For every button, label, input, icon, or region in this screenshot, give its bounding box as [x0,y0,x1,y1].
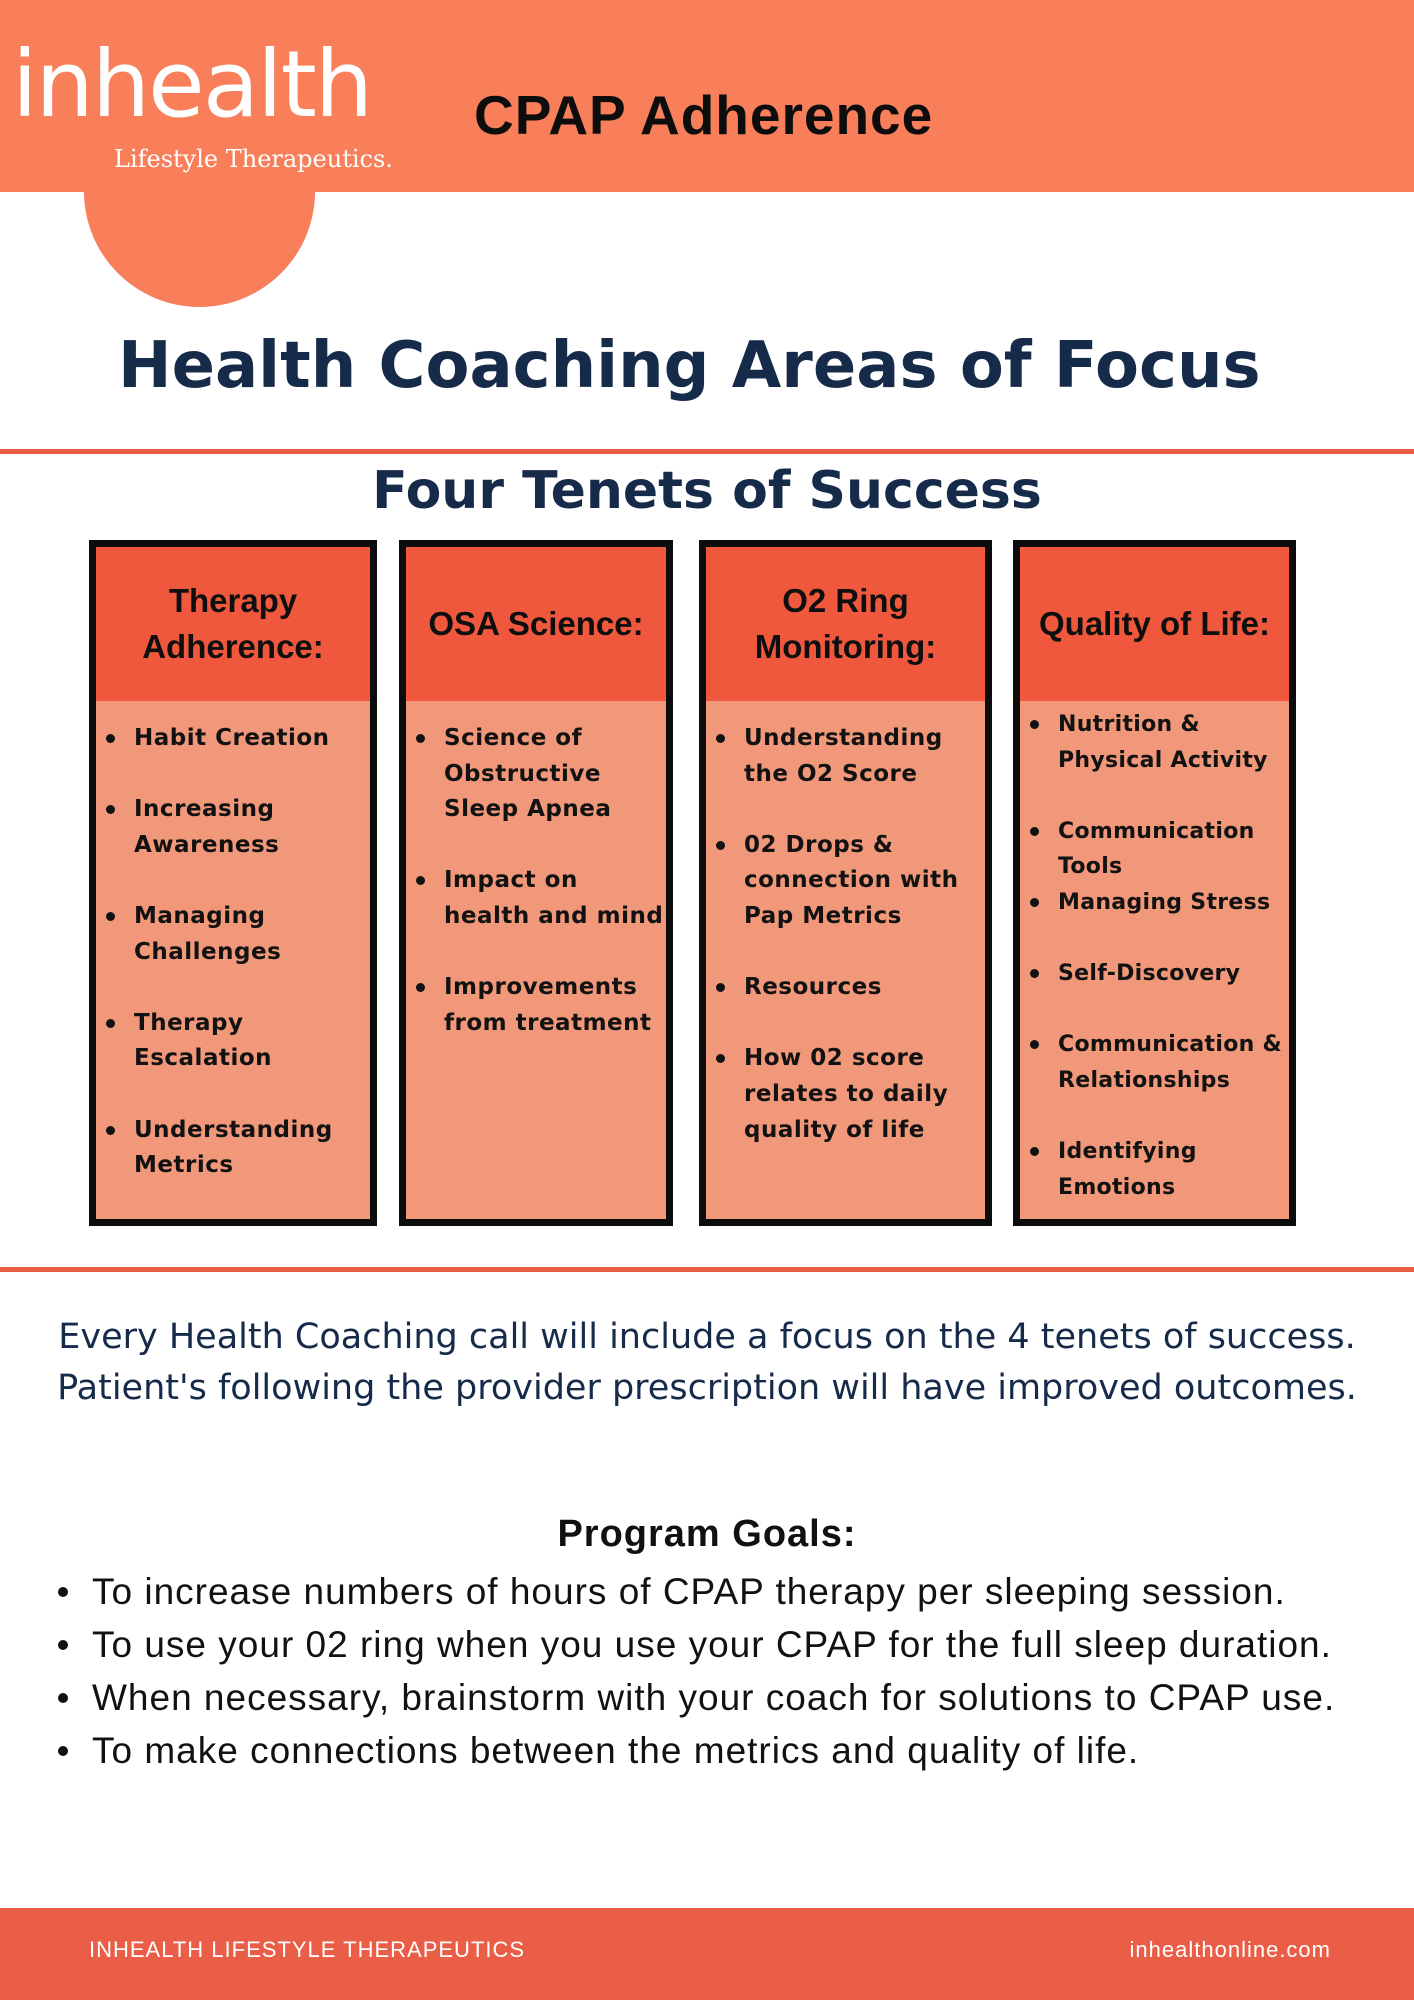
footer-website-link[interactable]: inhealthonline.com [1129,1937,1331,1962]
list-item: Habit Creation [96,721,370,757]
list-item: Science of Obstructive Sleep Apnea [406,721,666,828]
tenet-list [1020,701,1289,1205]
brand-logo-wordmark[interactable]: inhealth [12,31,372,138]
list-item: Understanding Metrics [96,1113,370,1184]
list-item: Nutrition & Physical Activity [1020,707,1289,778]
tenet-list [406,701,666,1041]
list-item: Improvements from treatment [406,970,666,1041]
page-title: Health Coaching Areas of Focus [118,329,1261,403]
goal-item: When necessary, brainstorm with your coach for solutions to CPAP use. [58,1671,1398,1724]
list-item: Self-Discovery [1020,956,1289,992]
header-title: CPAP Adherence [474,84,934,146]
list-item: Identifying Emotions [1020,1134,1289,1205]
list-item: Managing Challenges [96,899,370,970]
tenet-heading: Therapy Adherence: [96,547,370,701]
tenet-list [96,701,370,1184]
list-item: Resources [706,970,985,1006]
section-subtitle: Four Tenets of Success [372,461,1042,521]
program-goals-heading: Program Goals: [557,1513,857,1555]
tenet-card-o2-ring-monitoring [699,540,992,1226]
list-item: Understanding the O2 Score [706,721,985,792]
goal-item: To make connections between the metrics and quality of life. [58,1724,1398,1777]
summary-line-1: Every Health Coaching call will include a focus on the 4 tenets of success. [58,1317,1356,1357]
list-item: Increasing Awareness [96,792,370,863]
list-item: Therapy Escalation [96,1006,370,1077]
summary-line-2: Patient's following the provider prescription will have improved outcomes. [57,1368,1357,1408]
tenet-list [706,701,985,1148]
list-item: Impact on health and mind [406,863,666,934]
tenet-card-therapy-adherence [89,540,377,1226]
tenet-heading: Quality of Life: [1020,547,1289,701]
tenet-card-quality-of-life [1013,540,1296,1226]
goal-item: To increase numbers of hours of CPAP therapy per sleeping session. [58,1565,1398,1618]
list-item: 02 Drops & connection with Pap Metrics [706,828,985,935]
list-item: Communication & Relationships [1020,1027,1289,1098]
section-divider-top [0,449,1414,454]
list-item: Managing Stress [1020,885,1289,921]
goal-item: To use your 02 ring when you use your CPAP for the full sleep duration. [58,1618,1398,1671]
section-divider-bottom [0,1267,1414,1272]
program-goals-list [58,1565,1398,1777]
brand-logo-tagline: Lifestyle Therapeutics. [114,145,393,173]
list-item: How 02 score relates to daily quality of life [706,1041,985,1148]
tenet-card-osa-science [399,540,673,1226]
tenet-heading: O2 Ring Monitoring: [706,547,985,701]
list-item: Communication Tools [1020,814,1289,885]
footer-company-name: INHEALTH LIFESTYLE THERAPEUTICS [89,1937,526,1962]
tenet-heading: OSA Science: [406,547,666,701]
